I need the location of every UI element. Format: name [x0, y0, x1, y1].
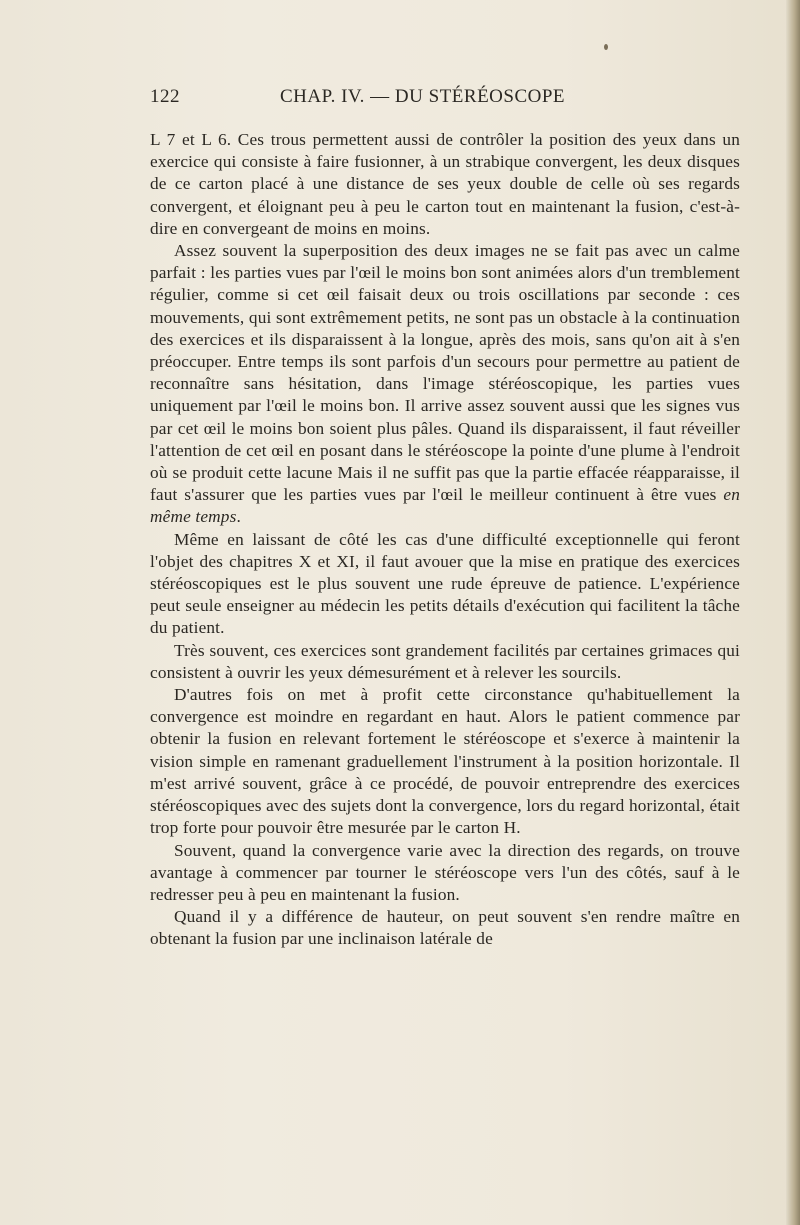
- page-header: [150, 86, 615, 116]
- paragraph-3: Même en laissant de côté les cas d'une difficulté exceptionnelle qui feront l'objet des chapitres X et XI, il faut avouer que la mise en pratique des exercices stéréoscopiques est le plus souvent une rude épreuve de patience. L'expérience peut seule enseigner au médecin les petits détails d'exécution qui facilitent la tâche du patient.: [150, 529, 740, 638]
- paragraph-2-text: Assez souvent la superposition des deux images ne se fait pas avec un calme parfait : les parties vues par l'œil le moins bon sont animées alors d'un tremblement régulier, comme si cet œil faisait deux ou trois oscillations par seconde : ces mouvements, qui sont extrêmement petits, ne sont pas un obstacle à la continuation des exercices et ils disparaissent à la longue, après des mois, sans qu'on ait à s'en préoccuper. Entre temps ils sont parfois d'un secours pour permettre au patient de reconnaître sans hésitation, dans l'image stéréoscopique, les parties vues uniquement par l'œil le moins bon. Il arrive assez souvent aussi que les signes vus par cet œil le moins bon soient plus pâles. Quand ils disparaissent, il faut réveiller l'attention de cet œil en posant dans le stéréoscope la pointe d'une plume à l'endroit où se produit cette lacune Mais il ne suffit pas que la partie effacée réapparaisse, il faut s'assurer que les parties vues par l'œil le meilleur continuent à être vues: [150, 241, 740, 505]
- ink-speck: [604, 44, 608, 50]
- body-text: [150, 129, 740, 951]
- running-head: CHAP. IV. — DU STÉRÉOSCOPE: [280, 86, 566, 107]
- paragraph-6: Souvent, quand la convergence varie avec la direction des regards, on trouve avantage à commencer par tourner le stéréoscope vers l'un des côtés, sauf à le redresser peu à peu en maintenant la fusion.: [150, 840, 740, 904]
- page-edge-shadow: [786, 0, 800, 1225]
- paragraph-7: Quand il y a différence de hauteur, on peut souvent s'en rendre maître en obtenant la fusion par une inclinaison latérale de: [150, 907, 740, 949]
- paragraph-2-end: .: [236, 507, 241, 527]
- paragraph-2: [150, 240, 740, 529]
- paragraph-2-emphasis: en même temps: [150, 485, 740, 527]
- page-number: 122: [150, 86, 180, 107]
- paragraph-4: Très souvent, ces exercices sont grandement facilités par certaines grimaces qui consistent à ouvrir les yeux démesurément et à relever les sourcils.: [150, 640, 740, 682]
- paragraph-1: L 7 et L 6. Ces trous permettent aussi de contrôler la position des yeux dans un exercice qui consiste à faire fusionner, à un strabique convergent, les deux disques de ce carton placé à une distance de ses yeux double de celle où ses regards convergent, et éloignant peu à peu le carton tout en maintenant la fusion, c'est-à-dire en convergeant de moins en moins.: [150, 130, 740, 238]
- paragraph-5: D'autres fois on met à profit cette circonstance qu'habituellement la convergence est moindre en regardant en haut. Alors le patient commence par obtenir la fusion en relevant fortement le stéréoscope et s'exerce à maintenir la vision simple en ramenant graduellement l'instrument à la position horizontale. Il m'est arrivé souvent, grâce à ce procédé, de pouvoir entreprendre des exercices stéréoscopiques avec des sujets dont la convergence, lors du regard horizontal, était trop forte pour pouvoir être mesurée par le carton H.: [150, 685, 740, 838]
